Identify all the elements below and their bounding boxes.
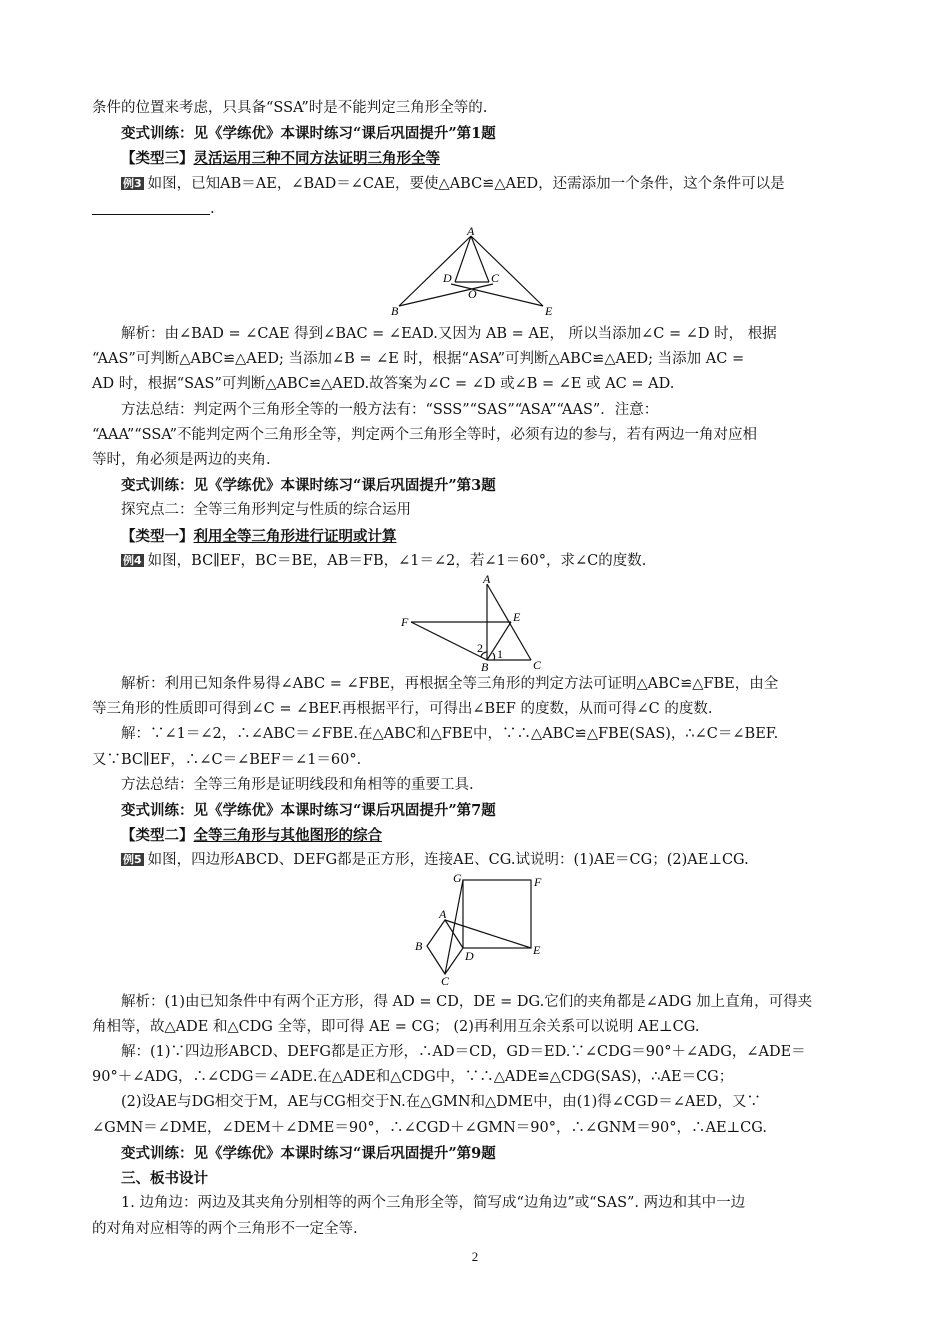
example-text: 如图，四边形ABCD、DEFG都是正方形，连接AE、CG.试说明：(1)AE＝CG；(2)AE⊥CG.: [147, 852, 749, 869]
analysis-4: 解析：利用已知条件易得∠ABC = ∠FBE，再根据全等三角形的判定方法可证明△ABC≌△FBE，由全: [121, 676, 779, 693]
label-c: C: [491, 271, 500, 286]
label-a: A: [439, 906, 447, 921]
label-b: B: [391, 304, 399, 317]
label-d: D: [443, 271, 452, 286]
solution-5: 解：(1)∵四边形ABCD、DEFG都是正方形，∴AD＝CD，GD＝ED.∵∠CDG＝90°＋∠ADG，∠ADE＝: [121, 1044, 806, 1061]
method-summary: 方法总结：判定两个三角形全等的一般方法有：“SSS”“SAS”“ASA”“AAS”．注意：: [121, 401, 659, 418]
label-b: B: [415, 938, 423, 953]
text-period: .: [210, 200, 215, 217]
type-heading: [92, 524, 860, 549]
type-bracket: 【类型三】: [121, 150, 194, 168]
label-f: F: [401, 615, 409, 630]
label-f: F: [534, 874, 542, 889]
document-body: [92, 96, 860, 1242]
figure-two-squares: [401, 874, 551, 986]
solution-4-cont: 又∵BC∥EF，∴∠C＝∠BEF＝∠1＝60°.: [92, 751, 362, 768]
solution-5-part2: (2)设AE与DG相交于M，AE与CG相交于N.在△GMN和△DME中，由(1)得∠CGD＝∠AED，又∵: [121, 1094, 762, 1111]
label-angle-1: 1: [497, 647, 503, 662]
solution-5-part2-cont: ∠GMN＝∠DME，∠DEM＋∠DME＝90°，∴∠CGD＋∠GMN＝90°，∴∠GNM＝90°，∴AE⊥CG.: [92, 1119, 767, 1136]
solution-5-cont: 90°＋∠ADG，∴∠CDG＝∠ADE.在△ADE和△CDG中，∵∴△ADE≌△CDG(SAS)，∴AE＝CG；: [92, 1069, 734, 1086]
variant-training: 变式训练：见《学练优》本课时练习“课后巩固提升”第7题: [121, 802, 496, 820]
label-angle-2: 2: [477, 641, 483, 656]
analysis-4-cont: 等三角形的性质即可得到∠C = ∠BEF.再根据平行，可得出∠BEF 的度数，从而可得∠C 的度数.: [92, 701, 713, 718]
figure-triangles-abcde: [391, 226, 561, 316]
example-3: [92, 172, 860, 197]
figure-parallel-lines: [401, 574, 551, 672]
analysis-3: 解析：由∠BAD = ∠CAE 得到∠BAC = ∠EAD.又因为 AB = AE， 所以当添加∠C = ∠D 时， 根据: [121, 326, 777, 343]
page-number: 2: [471, 1249, 479, 1264]
example-badge: 例5: [123, 853, 142, 867]
type-title: 利用全等三角形进行证明或计算: [193, 527, 397, 545]
analysis-3-cont: “AAS”可判断△ABC≌△AED; 当添加∠B = ∠E 时，根据“ASA”可判断△ABC≌△AED; 当添加 AC =: [92, 351, 745, 368]
label-c: C: [533, 658, 542, 673]
label-d: D: [465, 948, 474, 963]
method-summary: 方法总结：全等三角形是证明线段和角相等的重要工具.: [121, 776, 474, 793]
type-title: 灵活运用三种不同方法证明三角形全等: [193, 150, 440, 168]
example-badge: 例4: [123, 553, 142, 567]
type-title: 全等三角形与其他图形的综合: [193, 827, 382, 845]
label-a: A: [467, 226, 475, 239]
variant-training: 变式训练：见《学练优》本课时练习“课后巩固提升”第1题: [121, 125, 496, 143]
variant-training: 变式训练：见《学练优》本课时练习“课后巩固提升”第9题: [121, 1144, 496, 1162]
type-bracket: 【类型一】: [121, 527, 194, 545]
example-text: 如图，已知AB＝AE，∠BAD＝∠CAE，要使△ABC≌△AED，还需添加一个条件，这个条件可以是: [147, 175, 785, 192]
analysis-3-cont: AD 时，根据“SAS”可判断△ABC≌△AED.故答案为∠C = ∠D 或∠B = ∠E 或 AC = AD.: [92, 376, 675, 393]
board-design-text: 1. 边角边：两边及其夹角分别相等的两个三角形全等，简写成“边角边”或“SAS”. 两边和其中一边: [121, 1195, 746, 1212]
example-badge: 例3: [123, 176, 142, 190]
method-summary-cont: “AAA”“SSA”不能判定两个三角形全等，判定两个三角形全等时，必须有边的参与，若有两边一角对应相: [92, 426, 758, 443]
analysis-5: 解析：(1)由已知条件中有两个正方形，得 AD = CD，DE = DG.它们的夹角都是∠ADG 加上直角，可得夹: [121, 993, 813, 1010]
exploration-point-2: 探究点二：全等三角形判定与性质的综合运用: [121, 502, 411, 519]
section-heading: 三、板书设计: [121, 1170, 208, 1188]
type-heading: [92, 146, 860, 171]
label-a: A: [483, 574, 491, 587]
label-e: E: [545, 304, 553, 317]
variant-training: 变式训练：见《学练优》本课时练习“课后巩固提升”第3题: [121, 477, 496, 495]
example-text: 如图，BC∥EF，BC＝BE，AB＝FB，∠1＝∠2，若∠1＝60°，求∠C的度数.: [147, 552, 647, 569]
label-b: B: [481, 660, 489, 673]
method-summary-cont: 等时，角必须是两边的夹角.: [92, 452, 271, 469]
example-4: [92, 549, 860, 574]
label-c: C: [441, 973, 450, 986]
example-5: [92, 848, 860, 873]
type-bracket: 【类型二】: [121, 827, 194, 845]
answer-blank: [92, 200, 210, 215]
board-design-text-cont: 的对角对应相等的两个三角形不一定全等.: [92, 1220, 358, 1237]
solution-4: 解：∵∠1＝∠2，∴∠ABC＝∠FBE.在△ABC和△FBE中，∵∴△ABC≌△FBE(SAS)，∴∠C＝∠BEF.: [121, 726, 779, 743]
type-heading: [92, 823, 860, 848]
analysis-5-cont: 角相等，故△ADE 和△CDG 全等，即可得 AE = CG； (2)再利用互余关系可以说明 AE⊥CG.: [92, 1018, 700, 1035]
label-o: O: [468, 287, 477, 302]
answer-blank-line: [92, 197, 860, 222]
text-line: 条件的位置来考虑，只具备“SSA”时是不能判定三角形全等的.: [92, 100, 488, 116]
label-g: G: [453, 873, 462, 885]
label-e: E: [533, 942, 541, 957]
label-e: E: [513, 610, 521, 625]
